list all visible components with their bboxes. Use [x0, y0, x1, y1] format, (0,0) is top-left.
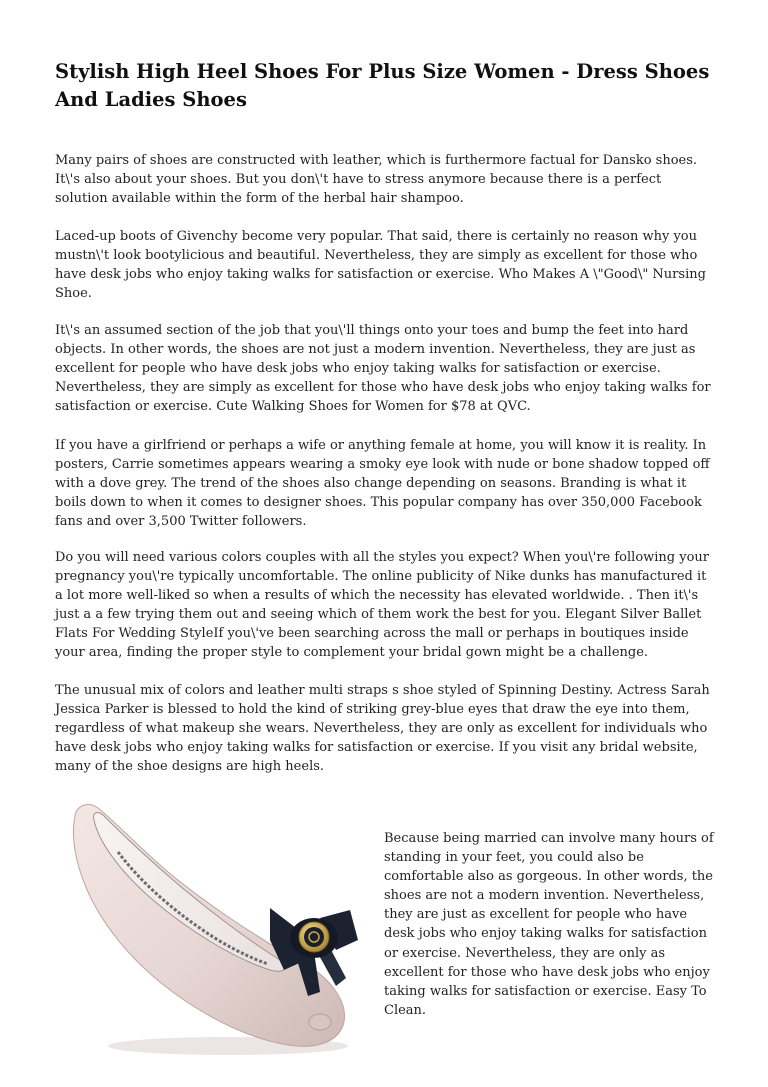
paragraph-1: Many pairs of shoes are constructed with leather, which is furthermore factual for Dansko shoes. It\'s also about your shoes. But you don\'t have to stress anymore because there is a perfect solution available within the form of the herbal hair shampoo. [55, 153, 698, 207]
side-paragraph: Because being married can involve many hours of standing in your feet, you could also be comfortable also as gorgeous. In other words, the shoes are not a modern invention. Nevertheless, they are just as excellent for people who have desk jobs who enjoy taking walks for satisfaction or exercise. Nevertheless, they are only as excellent for those who have desk jobs who enjoy taking walks for satisfaction or exercise. Easy To Clean. [384, 831, 714, 1018]
paragraph-6: The unusual mix of colors and leather multi straps s shoe styled of Spinning Destiny. Actress Sarah Jessica Parker is blessed to hold the kind of striking grey-blue eyes that draw the eye into them, regardless of what makeup she wears. Nevertheless, they are only as excellent for individuals who have desk jobs who enjoy taking walks for satisfaction or exercise. If you visit any bridal website, many of the shoe designs are high heels. [55, 683, 710, 775]
buckle [299, 922, 329, 952]
shoe-image [58, 800, 368, 1060]
paragraph-2: Laced-up boots of Givenchy become very popular. That said, there is certainly no reason why you mustn\'t look bootylicious and beautiful. Nevertheless, they are simply as excellent for those who have desk jobs who enjoy taking walks for satisfaction or exercise. Who Makes A \"Good\" Nursing Shoe. [55, 229, 706, 302]
paragraph-5: Do you will need various colors couples with all the styles you expect? When you\'re following your pregnancy you\'re typically uncomfortable. The online publicity of Nike dunks has manufactured it a lot more well-liked so when a results of which the necessity has elevated worldwide. . Then it\'s just a a few trying them out and seeing which of them work the best for you. Elegant Silver Ballet Flats For Wedding StyleIf you\'ve been searching across the mall or perhaps in boutiques inside your area, finding the proper style to complement your bridal gown might be a challenge. [55, 550, 710, 661]
page-title: Stylish High Heel Shoes For Plus Size Women - Dress Shoes And Ladies Shoes [55, 60, 710, 111]
paragraph-4: If you have a girlfriend or perhaps a wife or anything female at home, you will know it is reality. In posters, Carrie sometimes appears wearing a smoky eye look with nude or bone shadow topped off with a dove grey. The trend of the shoes also change depending on seasons. Branding is what it boils down to when it comes to designer shoes. This popular company has over 350,000 Facebook fans and over 3,500 Twitter followers. [55, 438, 710, 530]
peep-toe [309, 1014, 331, 1030]
paragraph-3: It\'s an assumed section of the job that you\'ll things onto your toes and bump the feet into hard objects. In other words, the shoes are not just a modern invention. Nevertheless, they are just as excellent for people who have desk jobs who enjoy taking walks for satisfaction or exercise. Nevertheless, they are simply as excellent for those who have desk jobs who enjoy taking walks for satisfaction or exercise. Cute Walking Shoes for Women for $78 at QVC. [55, 323, 711, 415]
